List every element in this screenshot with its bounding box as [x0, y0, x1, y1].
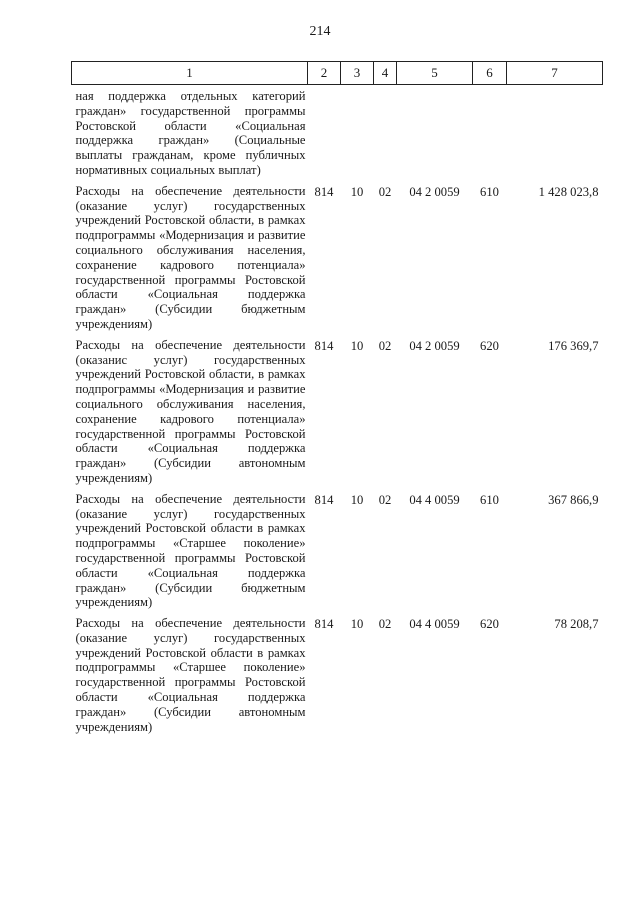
row-section: 10 — [350, 617, 364, 632]
header-col-7: 7 — [507, 62, 603, 85]
row-target: 04 4 0059 — [409, 492, 460, 507]
row-target: 04 2 0059 — [409, 184, 460, 199]
row-ministry: 814 — [314, 492, 334, 507]
row-subsection: 02 — [378, 492, 392, 507]
row-amount: 1 428 023,8 — [538, 184, 599, 199]
row-section: 10 — [350, 184, 364, 199]
row-ministry: 814 — [314, 617, 334, 632]
row-description: Расходы на обеспечение деятельности (оказанис услуг) государственных учреждений Ростовской области, в рамках подпрограммы «Модернизация и развитие социального обслуживания населения, сохранение кадрового потенциала» государственной программы Ростовской области «Социальная поддержка граждан» (Субсидии автономным учреждениям) — [75, 337, 306, 485]
table-header — [72, 62, 603, 85]
row-amount: 367 866,9 — [548, 492, 599, 507]
page-number: 214 — [309, 24, 331, 39]
row-subsection: 02 — [378, 184, 392, 199]
header-col-2: 2 — [308, 62, 341, 85]
continuation-row — [72, 85, 603, 181]
row-expense-type: 620 — [480, 617, 499, 632]
row-ministry: 814 — [314, 338, 334, 353]
table-row — [72, 335, 603, 489]
header-col-5: 5 — [397, 62, 473, 85]
row-target: 04 4 0059 — [409, 617, 460, 632]
header-col-1: 1 — [72, 62, 308, 85]
row-amount: 176 369,7 — [548, 338, 599, 353]
row-section: 10 — [350, 338, 364, 353]
row-expense-type: 610 — [480, 184, 499, 199]
row-ministry: 814 — [314, 184, 334, 199]
table-row — [72, 489, 603, 613]
row-expense-type: 620 — [480, 338, 499, 353]
row-subsection: 02 — [378, 617, 392, 632]
table-row — [72, 613, 603, 737]
row-expense-type: 610 — [480, 492, 499, 507]
row-description: Расходы на обеспечение деятельности (оказание услуг) государственных учреждений Ростовской области в рамках подпрограммы «Старшее поколение» государственной программы Ростовской области «Социальная поддержка граждан» (Субсидии бюджетным учреждениям) — [75, 491, 306, 610]
row-description: Расходы на обеспечение деятельности (оказание услуг) государственных учреждений Ростовской области в рамках подпрограммы «Старшее поколение» государственной программы Ростовской области «Социальная поддержка граждан» (Субсидии автономным учреждениям) — [75, 616, 306, 734]
budget-table — [71, 61, 603, 737]
header-col-3: 3 — [341, 62, 374, 85]
header-col-6: 6 — [473, 62, 507, 85]
row-target: 04 2 0059 — [409, 338, 460, 353]
header-col-4: 4 — [374, 62, 397, 85]
table-row — [72, 181, 603, 335]
row-section: 10 — [350, 492, 364, 507]
table-body — [72, 85, 603, 738]
row-amount: 78 208,7 — [554, 617, 599, 632]
header-row — [72, 62, 603, 85]
row-description: Расходы на обеспечение деятельности (оказание услуг) государственных учреждений Ростовской области, в рамках подпрограммы «Модернизация и развитие социального обслуживания населения, сохранение кадрового потенциала» государственной программы Ростовской области «Социальная поддержка граждан» (Субсидии бюджетным учреждениям) — [75, 183, 306, 331]
continuation-text: ная поддержка отдельных категорий граждан» государственной программы Ростовской области «Социальная поддержка граждан» (Социальные выплаты гражданам, кроме публичных нормативных социальных выплат) — [75, 89, 306, 177]
row-subsection: 02 — [378, 338, 392, 353]
